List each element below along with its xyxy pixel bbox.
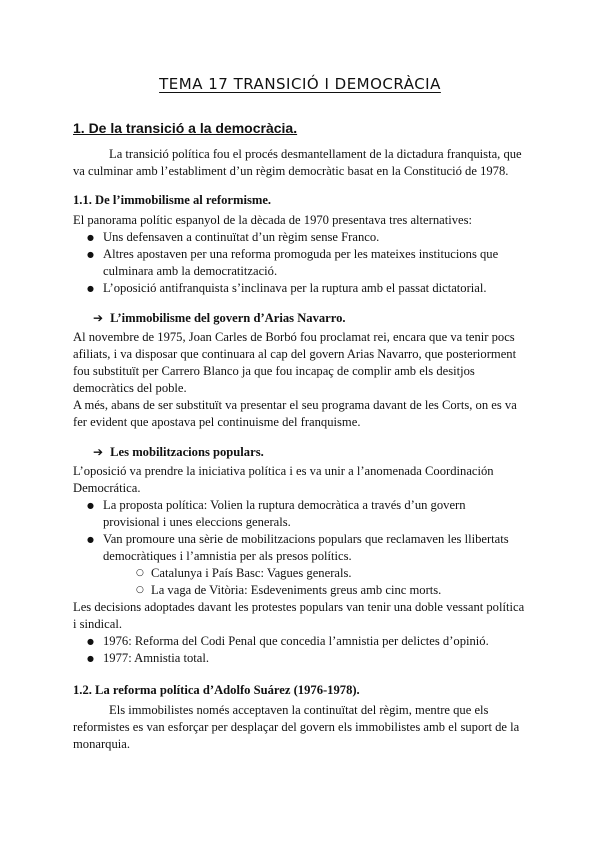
list-item: ● Uns defensaven a continuïtat d’un règim sense Franco. (73, 229, 525, 246)
sub-list-item: ○ Catalunya i País Basc: Vagues generals. (133, 565, 525, 582)
alternatives-list (73, 229, 525, 297)
sub-list-item: ○ La vaga de Vitòria: Esdeveniments greus amb cinc morts. (133, 582, 525, 599)
arrow-right-icon: ➔ (93, 311, 104, 325)
section-heading: 1. De la transició a la democràcia. (73, 120, 298, 136)
topic-heading-label: L’immobilisme del govern d’Arias Navarro. (110, 311, 346, 325)
list-item: ● Altres apostaven per una reforma promoguda per les mateixes institucions que culminara amb la democratització. (73, 246, 525, 280)
page-title: TEMA 17 TRANSICIÓ I DEMOCRÀCIA (159, 75, 441, 93)
subsection-heading: 1.2. La reforma política d’Adolfo Suárez (1976-1978). (73, 683, 360, 697)
paragraph: Al novembre de 1975, Joan Carles de Borbó fou proclamat rei, encara que va tenir pocs afiliats, i va disposar que continuara al cap del govern Arias Navarro, que posteriorment fou substituït per Carrero Blanco ja que fou incapaç de complir amb els desitjos democràtics del poble. (73, 330, 517, 395)
paragraph: Les decisions adoptades davant les protestes populars van tenir una doble vessant política i sindical. (73, 600, 525, 631)
list-item-text: Van promoure una sèrie de mobilitzacions populars que reclamaven les llibertats democràtiques i l’amnistia per als presos polítics. (103, 532, 509, 563)
paragraph: A més, abans de ser substituït va presentar el seu programa davant de les Corts, on es va fer evident que apostava pel continuisme del franquisme. (73, 398, 517, 429)
document-body (73, 118, 525, 753)
paragraph: Els immobilistes només acceptaven la continuïtat del règim, mentre que els reformistes es van esforçar per desplaçar del govern els immobilistes amb el suport de la monarquia. (73, 703, 520, 751)
subsection-heading: 1.1. De l’immobilisme al reformisme. (73, 193, 272, 207)
topic-heading-mobilitzacions (73, 444, 525, 461)
paragraph: L’oposició va prendre la iniciativa política i es va unir a l’anomenada Coordinación Democrática. (73, 464, 494, 495)
list-item: ● La proposta política: Volien la ruptura democràtica a través d’un govern provisional i unes eleccions generals. (73, 497, 525, 531)
proposals-list (73, 497, 525, 599)
list-item (73, 531, 525, 599)
section-intro-paragraph: La transició política fou el procés desmantellament de la dictadura franquista, que va culminar amb l’establiment d’un règim democràtic basat en la Constitució de 1978. (73, 147, 522, 178)
topic-heading-label: Les mobilitzacions populars. (110, 445, 264, 459)
subsection-intro-paragraph: El panorama polític espanyol de la dècada de 1970 presentava tres alternatives: (73, 213, 472, 227)
list-item: ● 1977: Amnistia total. (73, 650, 525, 667)
arrow-right-icon: ➔ (93, 445, 104, 459)
list-item: ● L’oposició antifranquista s’inclinava per la ruptura amb el passat dictatorial. (73, 280, 525, 297)
topic-heading-arias (73, 310, 525, 327)
list-item: ● 1976: Reforma del Codi Penal que concedia l’amnistia per delictes d’opinió. (73, 633, 525, 650)
decisions-list (73, 633, 525, 667)
sub-list (103, 565, 525, 599)
